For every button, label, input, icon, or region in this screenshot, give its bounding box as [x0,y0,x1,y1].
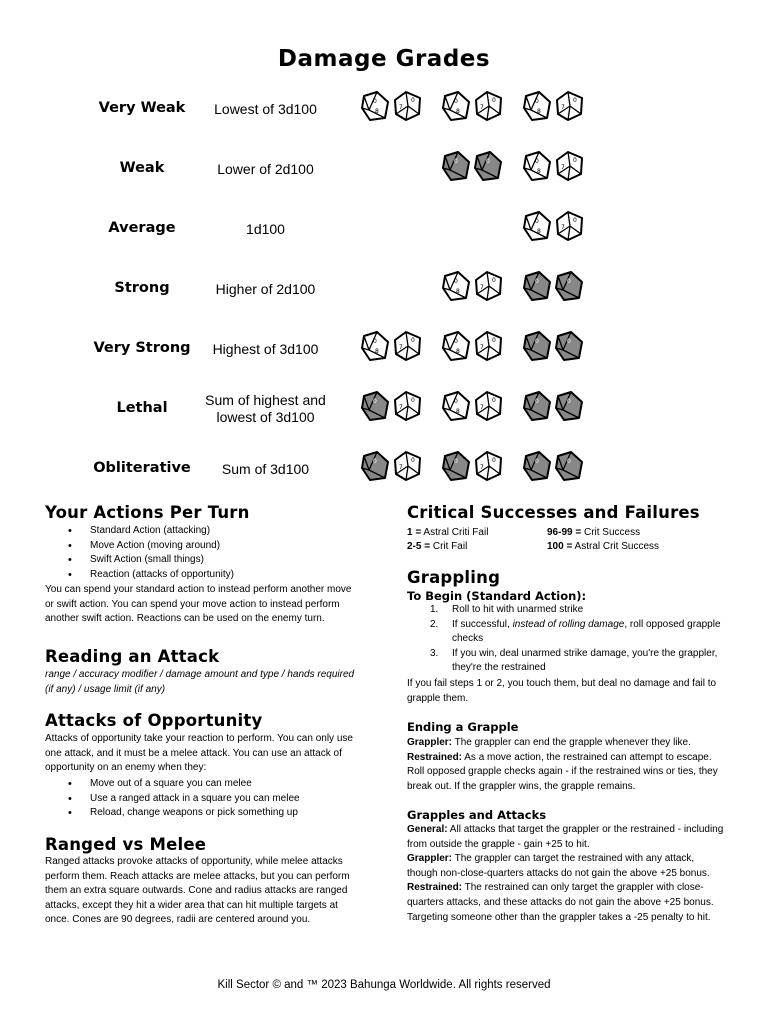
dice-pair-icon [441,330,505,364]
actions-heading: Your Actions Per Turn [45,503,250,522]
grapple-attacks-heading: Grapples and Attacks [407,808,547,822]
reading-text: range / accuracy modifier / damage amount and type / hands required (if any) / usage limit (if any) [45,669,355,695]
dice-pair-icon [522,150,586,184]
dice-pair-icon [441,270,505,304]
actions-text: You can spend your standard action to instead perform another move or swift action. You can spend your move action to instead perform another swift action. Reactions can be used on the enemy turn. [45,584,352,625]
grade-desc: Lower of 2d100 [217,161,314,177]
grade-name: Obliterative [93,460,191,476]
list-item: • Reload, change weapons or pick something up [68,806,368,821]
crits-heading: Critical Successes and Failures [407,503,700,522]
dice-pair-icon [360,390,424,424]
opportunity-text: Attacks of opportunity take your reaction to perform. You can only use one attack, and it must be a melee attack. You can use an attack of opportunity on an enemy when they: [45,733,353,774]
list-item: • Use a ranged attack in a square you can melee [68,792,368,807]
crit-entry: 1 = Astral Criti Fail [407,527,489,538]
grade-desc: Sum of 3d100 [221,461,310,477]
grade-row-obliterative [0,446,768,496]
dice-pair-icon [360,330,424,364]
ranged-text: Ranged attacks provoke attacks of opportunity, while melee attacks perform them. Reach attacks are melee attacks, but you can perform them an extra square outwards. Cone and radius attacks are ranged attacks, except they hit a wider area that can hit multiple targets at once. Cones are 90 degrees, radii are centered around you. [45,856,350,926]
list-item: 3. If you win, deal unarmed strike damage, you're the grappler, they're the restrained [430,647,718,674]
list-item: • Standard Action (attacking) [68,524,368,539]
dice-pair-icon [360,90,424,124]
dice-pair-icon [441,390,505,424]
crit-entry: 2-5 = Crit Fail [407,541,468,552]
dice-pair-icon [441,150,505,184]
grade-row-very-weak [0,86,768,136]
grade-name: Weak [119,160,165,176]
grade-name: Lethal [116,400,168,416]
list-item: • Swift Action (small things) [68,553,368,568]
actions-list [68,524,368,582]
grade-name: Strong [114,280,170,296]
grade-row-average [0,206,768,256]
grade-row-very-strong [0,326,768,376]
dice-pair-icon [522,90,586,124]
grapple-attacks-text: General: All attacks that target the grappler or the restrained - including from outside the grapple - gain +25 to hit. Grappler: The grappler can target the restrained with any attack, though non-close-quarters attacks do not gain the above +25 bonus. Restrained: The restrained can only target the grappler with close-quarters attacks, and these attacks do not gain the above +25 bonus. Targeting someone other than the grappler takes a -25 penalty to hit. [407,824,724,923]
grade-row-weak [0,146,768,196]
dice-pair-icon [360,450,424,484]
grade-name: Average [108,220,176,236]
dice-pair-icon [522,270,586,304]
grappling-subheading: To Begin (Standard Action): [407,589,587,603]
ranged-heading: Ranged vs Melee [45,835,207,854]
grade-desc: Highest of 3d100 [212,341,319,357]
list-item: 2. If successful, instead of rolling damage, roll opposed grapple checks [430,618,721,645]
grade-name: Very Weak [98,100,186,116]
list-item: • Move out of a square you can melee [68,777,368,792]
grade-desc: Sum of highest and lowest of 3d100 [205,392,326,425]
reading-heading: Reading an Attack [45,647,220,666]
list-item: • Move Action (moving around) [68,539,368,554]
crit-entry: 100 = Astral Crit Success [547,541,660,552]
ending-heading: Ending a Grapple [407,720,519,734]
footer-copyright: Kill Sector © and ™ 2023 Bahunga Worldwide. All rights reserved [217,979,551,991]
dice-pair-icon [441,450,505,484]
opportunity-list [68,777,368,821]
grade-row-lethal [0,386,768,436]
ending-text: Grappler: The grappler can end the grapple whenever they like. Restrained: As a move action, the restrained can attempt to escape. Roll opposed grapple checks again - if the restrained wins or ties, they break out. If the grappler wins, the grapple remains. [407,737,718,792]
crit-entry: 96-99 = Crit Success [547,527,641,538]
list-item: • Reaction (attacks of opportunity) [68,568,368,583]
list-item: 1. Roll to hit with unarmed strike [430,604,584,615]
dice-pair-icon [522,390,586,424]
grade-row-strong [0,266,768,316]
grappling-steps [430,603,730,676]
grappling-heading: Grappling [407,568,501,587]
opportunity-heading: Attacks of Opportunity [45,711,263,730]
grade-desc: 1d100 [246,221,285,237]
grade-name: Very Strong [93,340,191,356]
dice-pair-icon [522,210,586,244]
grappling-fail-text: If you fail steps 1 or 2, you touch them, but deal no damage and fail to grapple them. [407,678,717,704]
grade-desc: Lowest of 3d100 [214,101,317,117]
page-title: Damage Grades [277,46,491,72]
dice-pair-icon [522,330,586,364]
grade-desc: Higher of 2d100 [215,281,316,297]
dice-pair-icon [441,90,505,124]
dice-pair-icon [522,450,586,484]
